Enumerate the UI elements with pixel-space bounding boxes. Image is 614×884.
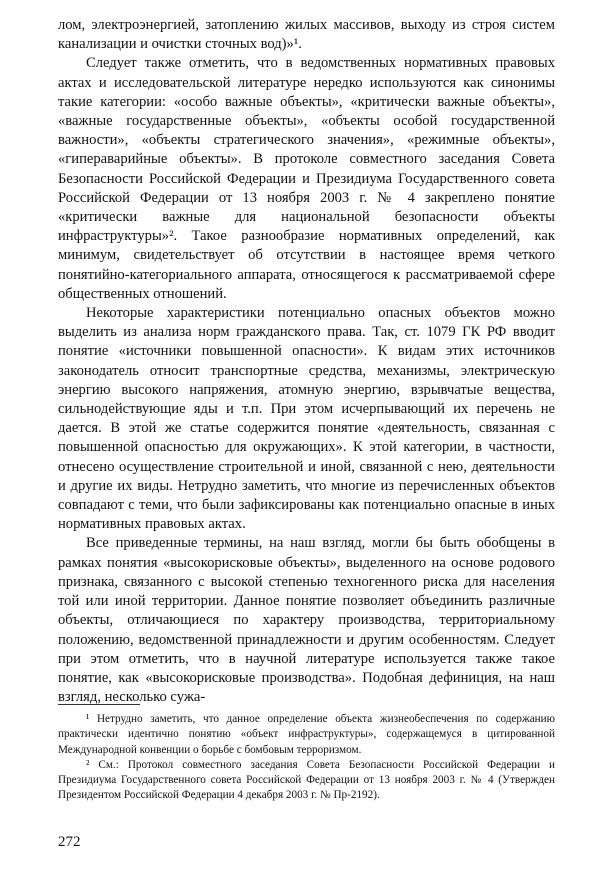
paragraph: Следует также отметить, что в ведомственных нормативных правовых актах и исследовательской литературе нередко используются как синонимы такие категории: «особо важные объекты», «критически важные объекты», «важные государственные объекты», «объекты особой государственной важности», «объекты стратегического значения», «режимные объекты», «гипераварийные объекты». В протоколе совместного заседания Совета Безопасности Российской Федерации и Президиума Государственного совета Российской Федерации от 13 ноября 2003 г. № 4 закреплено понятие «критически важные для национальной безопасности объекты инфраструктуры»². Такое разнообразие нормативных определений, как минимум, свидетельствует об отсутствии в настоящее время четкого понятийно-категориального аппарата, относящегося к рассматриваемой сфере общественных отношений. (58, 55, 555, 302)
paragraph-continuation: лом, электроэнергией, затоплению жилых массивов, выходу из строя систем канализации и очистки сточных вод)»¹. (58, 17, 555, 53)
footnote-separator (58, 704, 140, 705)
main-text (58, 16, 555, 707)
footnote: ¹ Нетрудно заметить, что данное определение объекта жизнеобеспечения по содержанию практически идентично понятию «объект инфраструктуры», содержащемуся в цитированной Международной конвенции о борьбе с бомбовым терроризмом. (58, 713, 555, 756)
paragraph: Все приведенные термины, на наш взгляд, могли бы быть обобщены в рамках понятия «высокорисковые объекты», выделенного на основе родового признака, связанного с высокой степенью техногенного риска для населения той или иной территории. Данное понятие позволяет объединить различные объекты, отличающиеся по характеру производства, территориальному положению, ведомственной принадлежности и другим особенностям. Следует при этом отметить, что в научной литературе используется также такое понятие, как «высокорисковые производства». Подобная дефиниция, на наш взгляд, несколько сужа- (58, 535, 555, 706)
page-number: 272 (58, 834, 81, 850)
footnote: ² См.: Протокол совместного заседания Совета Безопасности Российской Федерации и Президиума Государственного совета Российской Федерации от 13 ноября 2003 г. № 4 (Утвержден Президентом Российской Федерации 4 декабря 2003 г. № Пр-2192). (58, 758, 555, 802)
footnotes (58, 712, 555, 804)
paragraph: Некоторые характеристики потенциально опасных объектов можно выделить из анализа норм гражданского права. Так, ст. 1079 ГК РФ вводит понятие «источники повышенной опасности». К видам этих источников законодатель относит транспортные средства, механизмы, электрическую энергию высокого напряжения, атомную энергию, взрывчатые вещества, сильнодействующие яды и т.п. При этом исчерпывающий их перечень не дается. В этой же статье содержится понятие «деятельность, связанная с повышенной опасностью для окружающих». К этой категории, в частности, отнесено осуществление строительной и иной, связанной с нею, деятельности и другие их виды. Нетрудно заметить, что многие из перечисленных объектов совпадают с теми, что были зафиксированы как потенциально опасные в иных нормативных правовых актах. (58, 305, 555, 533)
